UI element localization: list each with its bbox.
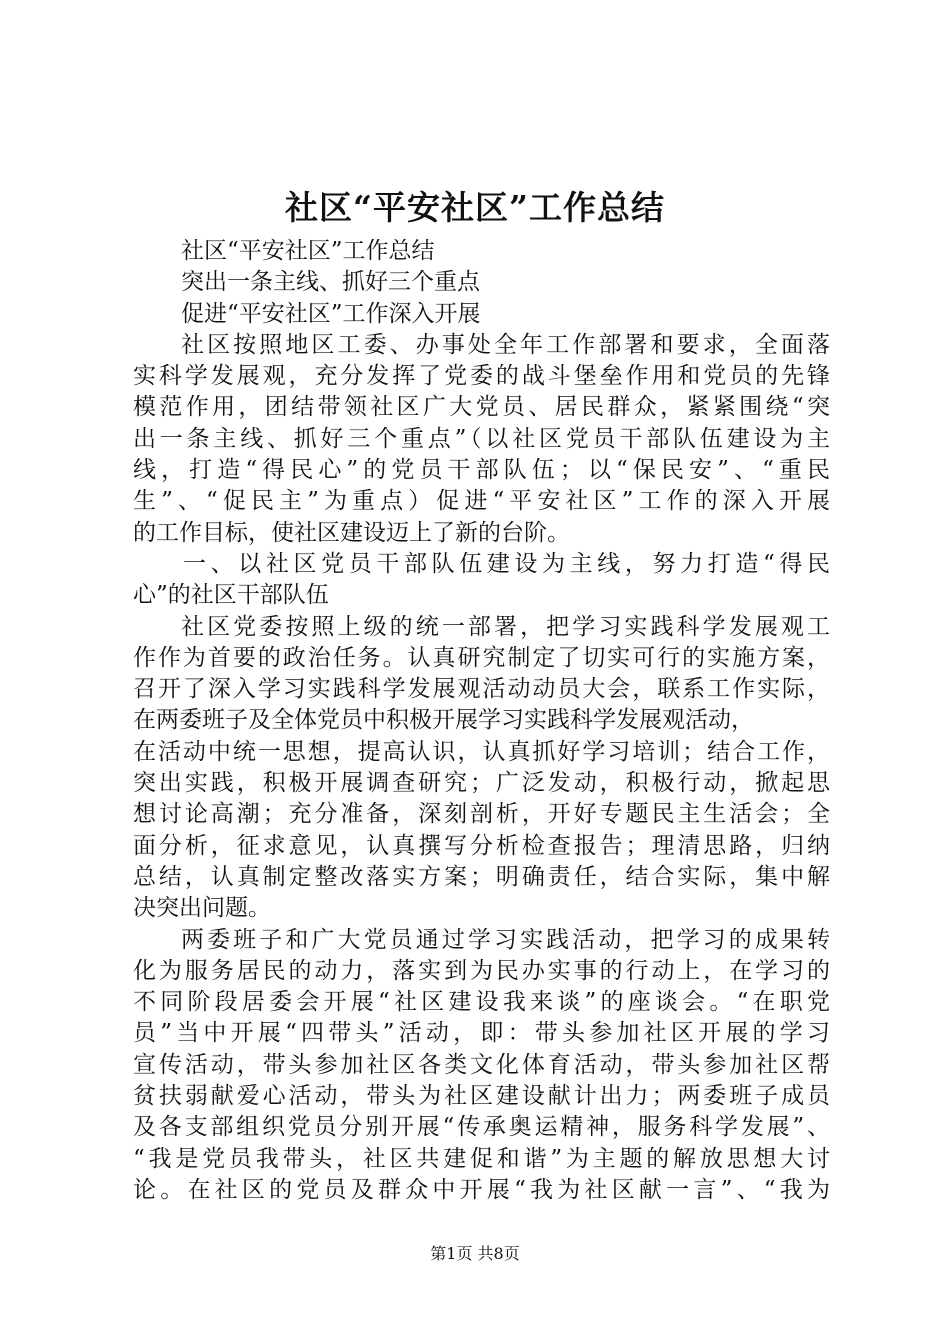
subtitle-line: 社区“平安社区”工作总结 xyxy=(181,238,435,264)
paragraph-line: 出一条主线、抓好三个重点”（以社区党员干部队伍建设为主 xyxy=(133,425,830,452)
paragraph-line: 总结，认真制定整改落实方案；明确责任，结合实际，集中解 xyxy=(133,863,830,890)
document-body xyxy=(133,236,830,1206)
paragraph-line: 不同阶段居委会开展“社区建设我来谈”的座谈会。“在职党 xyxy=(133,989,830,1016)
paragraph-line: 召开了深入学习实践科学发展观活动动员大会，联系工作实际， xyxy=(133,676,830,703)
paragraph-line: 决突出问题。 xyxy=(133,895,271,922)
paragraph-line: 想讨论高潮；充分准备，深刻剖析，开好专题民主生活会；全 xyxy=(133,801,830,828)
page-number: 第1页 共8页 xyxy=(430,1244,520,1263)
subtitle-line: 促进“平安社区”工作深入开展 xyxy=(181,300,481,327)
paragraph-line: 论。在社区的党员及群众中开展“我为社区献一言”、“我为 xyxy=(133,1176,830,1203)
paragraph-line: 宣传活动，带头参加社区各类文化体育活动，带头参加社区帮 xyxy=(133,1051,830,1078)
section-heading-line: 心”的社区干部队伍 xyxy=(133,582,329,609)
paragraph-line: 作作为首要的政治任务。认真研究制定了切实可行的实施方案， xyxy=(133,644,830,671)
paragraph-line: 在活动中统一思想，提高认识，认真抓好学习培训；结合工作， xyxy=(133,738,830,765)
paragraph-line: 面分析，征求意见，认真撰写分析检查报告；理清思路，归纳 xyxy=(133,832,830,859)
paragraph-line: 社区按照地区工委、办事处全年工作部署和要求，全面落 xyxy=(181,331,830,358)
paragraph-line: 两委班子和广大党员通过学习实践活动，把学习的成果转 xyxy=(181,926,830,953)
section-heading-line: 一、以社区党员干部队伍建设为主线，努力打造“得民 xyxy=(183,550,830,577)
paragraph-line: 贫扶弱献爱心活动，带头为社区建设献计出力；两委班子成员 xyxy=(133,1083,830,1110)
paragraph-line: 化为服务居民的动力，落实到为民办实事的行动上，在学习的 xyxy=(133,957,830,984)
paragraph-line: 在两委班子及全体党员中积极开展学习实践科学发展观活动， xyxy=(133,707,754,734)
paragraph-line: 模范作用，团结带领社区广大党员、居民群众，紧紧围绕“突 xyxy=(133,394,830,421)
paragraph-line: 实科学发展观，充分发挥了党委的战斗堡垒作用和党员的先锋 xyxy=(133,363,830,390)
paragraph-line: 及各支部组织党员分别开展“传承奥运精神，服务科学发展”、 xyxy=(133,1114,830,1141)
document-title: 社区“平安社区”工作总结 xyxy=(285,188,665,227)
paragraph-line: 突出实践，积极开展调查研究；广泛发动，积极行动，掀起思 xyxy=(133,770,830,797)
paragraph-line: 的工作目标，使社区建设迈上了新的台阶。 xyxy=(133,519,570,546)
paragraph-line: 线，打造“得民心”的党员干部队伍；以“保民安”、“重民 xyxy=(133,457,830,484)
paragraph-line: “我是党员我带头，社区共建促和谐”为主题的解放思想大讨 xyxy=(133,1145,830,1172)
paragraph-line: 社区党委按照上级的统一部署，把学习实践科学发展观工 xyxy=(181,613,830,640)
subtitle-line: 突出一条主线、抓好三个重点 xyxy=(181,269,480,296)
paragraph-line: 生”、“促民主”为重点）促进“平安社区”工作的深入开展 xyxy=(133,488,830,515)
paragraph-line: 员”当中开展“四带头”活动，即：带头参加社区开展的学习 xyxy=(133,1020,830,1047)
